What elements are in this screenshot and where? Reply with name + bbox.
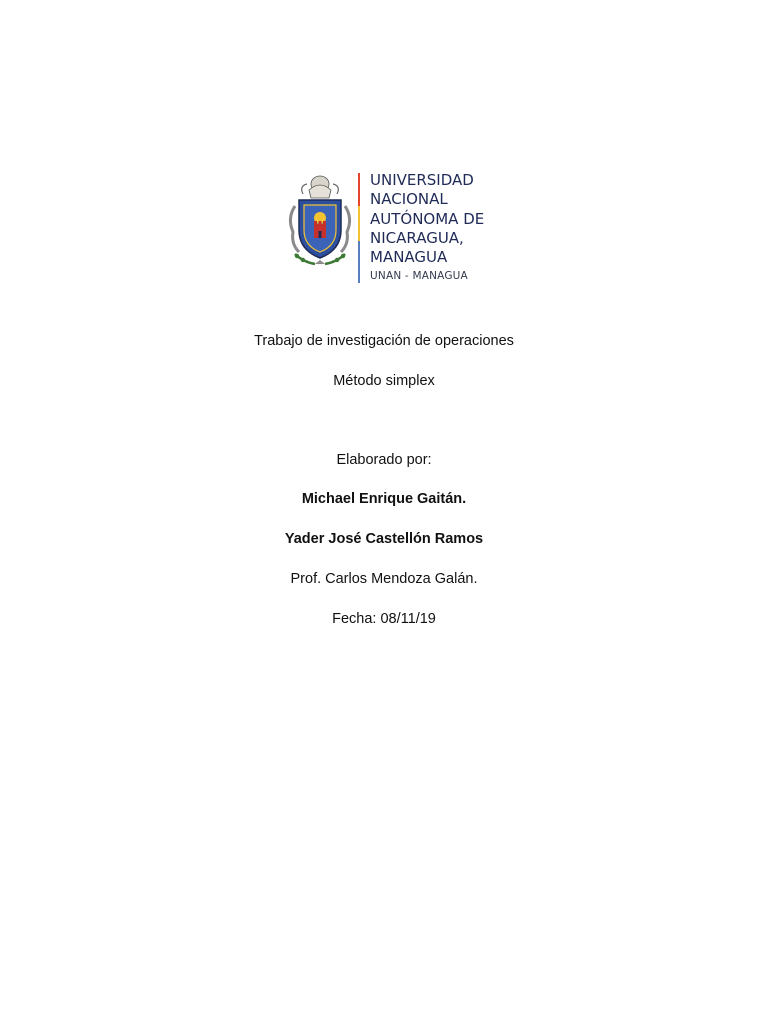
professor-name: Prof. Carlos Mendoza Galán. [290, 571, 478, 587]
university-logo [285, 170, 485, 286]
document-subtitle: Método simplex [333, 373, 435, 389]
university-name [370, 171, 495, 267]
author-name: Michael Enrique Gaitán. [301, 491, 467, 507]
document-title: Trabajo de investigación de operaciones [254, 333, 514, 349]
university-crest-icon [285, 172, 355, 268]
prepared-by-label: Elaborado por: [336, 452, 432, 468]
university-abbreviation: UNAN - MANAGUA [370, 270, 468, 282]
university-name-line: UNIVERSIDAD [370, 171, 474, 189]
university-name-line: NACIONAL [370, 190, 448, 209]
logo-divider [358, 173, 360, 283]
document-date: Fecha: 08/11/19 [332, 611, 436, 627]
university-name-line: MANAGUA [370, 248, 448, 267]
university-name-line: NICARAGUA, [370, 228, 464, 247]
author-name: Yader José Castellón Ramos [284, 531, 484, 547]
university-name-line: AUTÓNOMA DE [370, 209, 485, 228]
